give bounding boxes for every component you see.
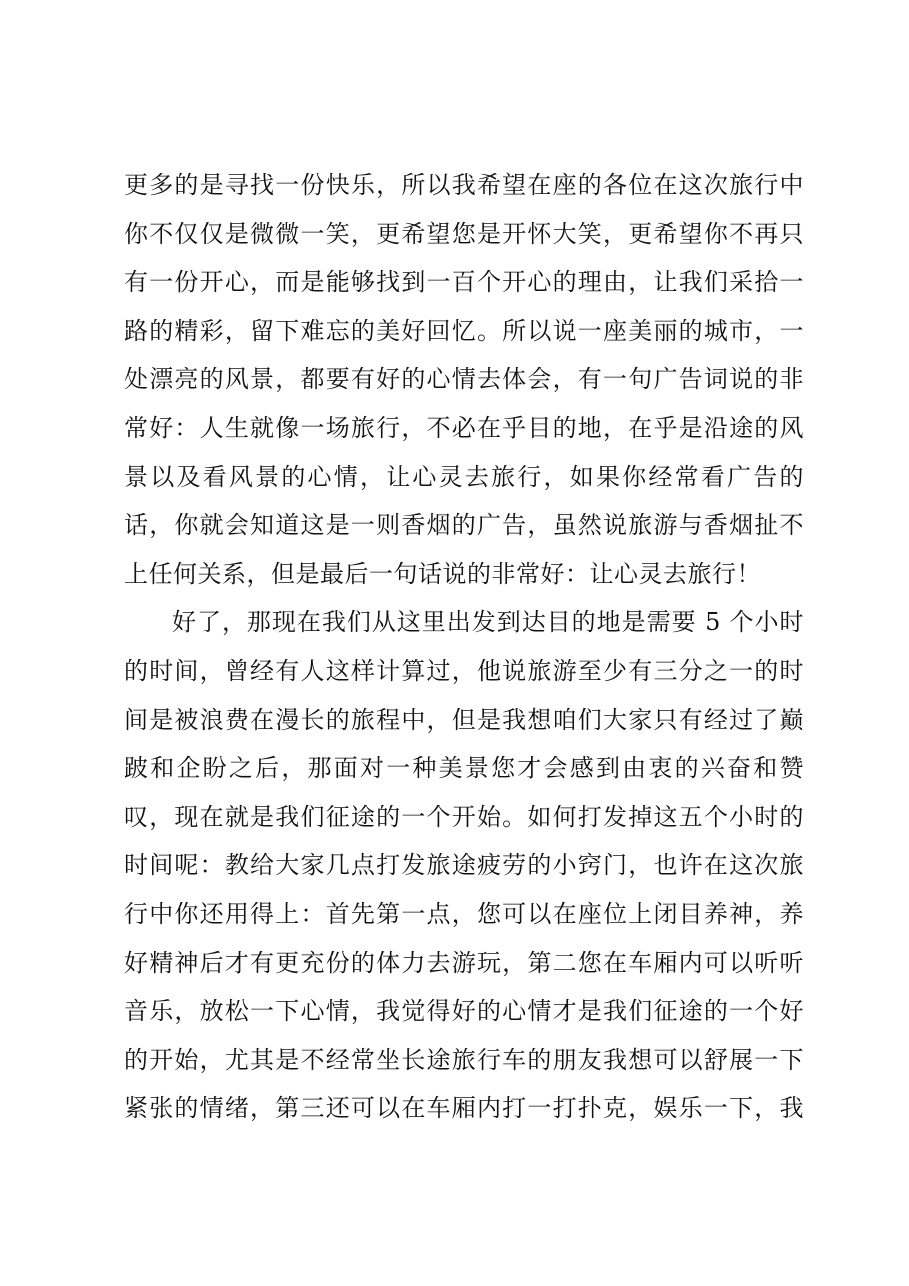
text-line: 更多的是寻找一份快乐，所以我希望在座的各位在这次旅行中 (124, 171, 804, 199)
text-line: 有一份开心，而是能够找到一百个开心的理由，让我们采拾一 (124, 268, 804, 297)
text-line: 路的精彩，留下难忘的美好回忆。所以说一座美丽的城市，一 (124, 316, 804, 345)
text-line: 你不仅仅是微微一笑，更希望您是开怀大笑，更希望你不再只 (124, 219, 804, 248)
text-line: 话，你就会知道这是一则香烟的广告，虽然说旅游与香烟扯不 (124, 511, 804, 540)
text-line: 好精神后才有更充份的体力去游玩，第二您在车厢内可以听听 (124, 948, 804, 977)
text-line: 常好：人生就像一场旅行，不必在乎目的地，在乎是沿途的风 (124, 413, 804, 442)
text-line: 景以及看风景的心情，让心灵去旅行，如果你经常看广告的 (124, 462, 804, 491)
paragraph-first-line: 好了，那现在我们从这里出发到达目的地是需要 5 个小时 (172, 608, 804, 637)
text-line: 音乐，放松一下心情，我觉得好的心情才是我们征途的一个好 (124, 997, 804, 1026)
text-line: 处漂亮的风景，都要有好的心情去体会，有一句广告词说的非 (124, 365, 804, 394)
text-line: 的开始，尤其是不经常坐长途旅行车的朋友我想可以舒展一下 (124, 1045, 804, 1074)
text-line: 跛和企盼之后，那面对一种美景您才会感到由衷的兴奋和赞 (124, 754, 804, 783)
text-line: 间是被浪费在漫长的旅程中，但是我想咱们大家只有经过了巅 (124, 705, 804, 734)
text-line: 行中你还用得上：首先第一点，您可以在座位上闭目养神，养 (124, 899, 804, 928)
text-line: 的时间，曾经有人这样计算过，他说旅游至少有三分之一的时 (124, 656, 804, 685)
body-text (124, 161, 804, 1133)
text-line: 上任何关系，但是最后一句话说的非常好：让心灵去旅行！ (124, 559, 761, 588)
text-line: 叹，现在就是我们征途的一个开始。如何打发掉这五个小时的 (124, 802, 804, 831)
text-line: 时间呢：教给大家几点打发旅途疲劳的小窍门，也许在这次旅 (124, 851, 804, 880)
text-line: 紧张的情绪，第三还可以在车厢内打一打扑克，娱乐一下，我 (124, 1094, 804, 1123)
